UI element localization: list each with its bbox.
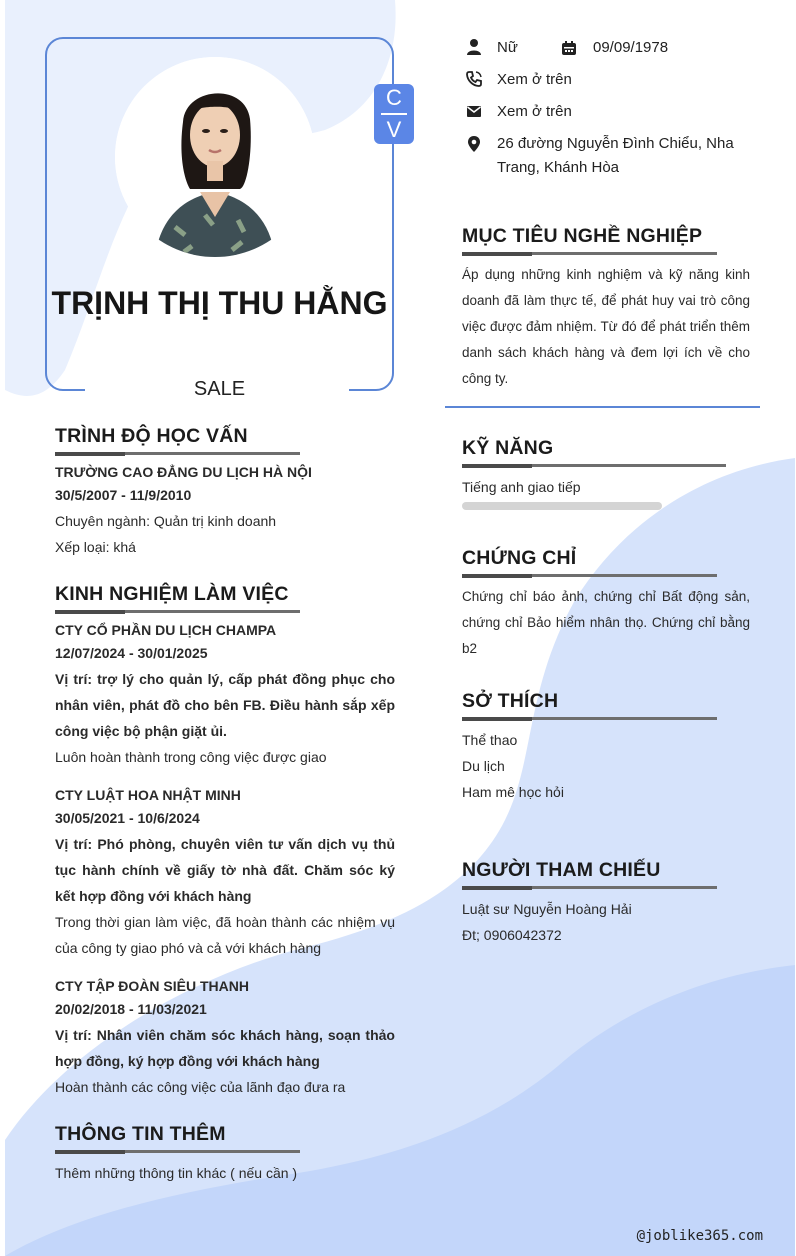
email-icon [465,102,483,120]
calendar-icon [560,39,578,57]
skill-name: Tiếng anh giao tiếp [462,479,581,495]
hobby-item: Thể thao [462,732,518,748]
location-icon [465,135,483,153]
job-position: Vị trí: trợ lý cho quản lý, cấp phát đồng phục cho nhân viên, phát đồ cho bên FB. Điều hành sắp xếp công việc bộ phận giặt ủi. [55,671,395,739]
phone-value: Xem ở trên [497,71,572,88]
job-note: Hoàn thành các công việc của lãnh đạo đưa ra [55,1079,346,1095]
experience-title: KINH NGHIỆM LÀM VIỆC [55,583,289,605]
skill-level-bar [462,502,662,510]
certificates-text: Chứng chỉ báo ảnh, chứng chỉ Bất động sản, chứng chỉ Bảo hiểm nhân thọ. Chứng chỉ bằng b2 [462,589,750,656]
job-company: CTY TẬP ĐOÀN SIÊU THANH [55,978,249,994]
education-period: 30/5/2007 - 11/9/2010 [55,487,192,503]
birthdate-value: 09/09/1978 [593,39,669,56]
cv-page [5,0,795,1256]
additional-rule [55,1150,300,1153]
job-note: Trong thời gian làm việc, đã hoàn thành các nhiệm vụ của công ty giao phó và cả với khách hàng [55,914,395,956]
education-major: Chuyên ngành: Quản trị kinh doanh [55,513,277,529]
job-company: CTY CỔ PHẦN DU LỊCH CHAMPA [55,622,277,638]
job-period: 12/07/2024 - 30/01/2025 [55,645,208,661]
job-position: Vị trí: Phó phòng, chuyên viên tư vấn dịch vụ thủ tục hành chính về giấy tờ nhà đất. Chăm sóc ký kết hợp đồng với khách hàng [55,836,395,904]
cv-badge-bottom: V [386,116,402,142]
objective-rule [462,252,717,255]
profile-photo [115,57,315,257]
cv-badge [374,84,414,144]
address-value: 26 đường Nguyễn Đình Chiểu, Nha Trang, Khánh Hòa [497,135,734,176]
skills-rule [462,464,726,467]
objective-text: Áp dụng những kinh nghiệm và kỹ năng kinh doanh đã làm thực tế, để phát huy vai trò công việc được đảm nhiệm. Từ đó để phát triển thêm danh sách khách hàng và đem lợi ích về cho công ty. [462,267,750,386]
job-note: Luôn hoàn thành trong công việc được giao [55,749,327,765]
hobbies-title: SỞ THÍCH [462,690,559,712]
hobby-item: Ham mê học hỏi [462,784,564,800]
skills-title: KỸ NĂNG [462,437,554,459]
objective-title: MỤC TIÊU NGHỀ NGHIỆP [462,225,703,247]
hobbies-rule [462,717,717,720]
cv-badge-top: C [386,85,402,110]
education-school: TRƯỜNG CAO ĐẲNG DU LỊCH HÀ NỘI [55,464,312,480]
additional-text: Thêm những thông tin khác ( nếu cần ) [55,1165,298,1181]
hobby-item: Du lịch [462,758,505,774]
experience-rule [55,610,300,613]
certificates-title: CHỨNG CHỈ [462,547,577,569]
references-rule [462,886,717,889]
job-position: Vị trí: Nhân viên chăm sóc khách hàng, soạn thảo hợp đồng, ký hợp đồng với khách hàng [55,1027,395,1069]
candidate-role: SALE [193,378,246,400]
references-title: NGƯỜI THAM CHIẾU [462,859,661,881]
email-value: Xem ở trên [497,103,572,120]
watermark: @joblike365.com [636,1228,763,1244]
education-grade: Xếp loại: khá [55,539,136,555]
person-icon [465,38,483,56]
right-divider [445,406,760,408]
additional-title: THÔNG TIN THÊM [55,1123,226,1145]
reference-name: Luật sư Nguyễn Hoàng Hải [462,901,632,917]
education-rule [55,452,300,455]
phone-icon [465,70,483,88]
job-company: CTY LUẬT HOA NHẬT MINH [55,787,241,803]
reference-phone: Đt; 0906042372 [462,927,562,943]
candidate-name: TRỊNH THỊ THU HẰNG [51,285,388,321]
gender-value: Nữ [497,39,518,56]
job-period: 20/02/2018 - 11/03/2021 [55,1001,207,1017]
certificates-rule [462,574,717,577]
education-title: TRÌNH ĐỘ HỌC VẤN [55,425,248,447]
job-period: 30/05/2021 - 10/6/2024 [55,810,200,826]
